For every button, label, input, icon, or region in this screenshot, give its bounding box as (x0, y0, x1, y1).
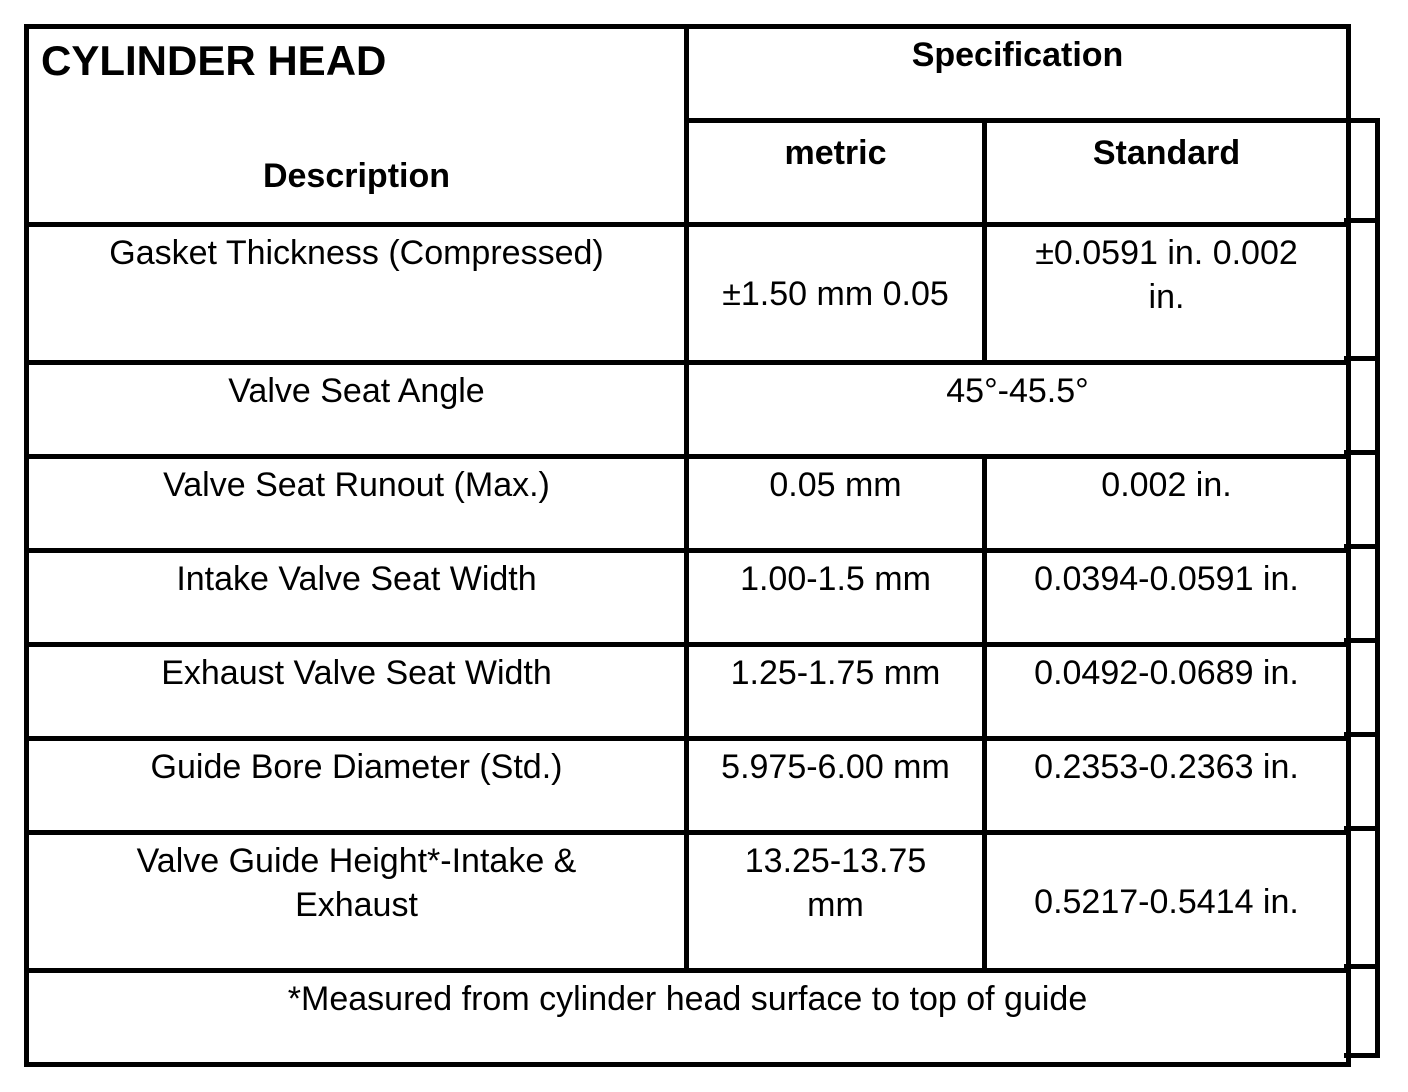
row-description: Intake Valve Seat Width (27, 551, 687, 645)
table-row (27, 363, 1349, 457)
strip-divider (1344, 964, 1380, 969)
strip-divider (1344, 544, 1380, 549)
table-row (27, 225, 1349, 363)
strip-divider (1344, 218, 1380, 223)
row-metric-value: 13.25-13.75 mm (687, 833, 985, 971)
strip-divider (1344, 356, 1380, 361)
table-row (27, 551, 1349, 645)
row-description: Valve Guide Height*-Intake & Exhaust (27, 833, 687, 971)
row-metric-value: 1.25-1.75 mm (687, 645, 985, 739)
strip-divider (1344, 638, 1380, 643)
strip-divider (1344, 826, 1380, 831)
table-row (27, 457, 1349, 551)
table-title: CYLINDER HEAD (27, 27, 687, 121)
description-header: Description (27, 121, 687, 225)
strip-divider (1344, 450, 1380, 455)
row-metric-value: 1.00-1.5 mm (687, 551, 985, 645)
row-metric-value: 5.975-6.00 mm (687, 739, 985, 833)
table-row (27, 645, 1349, 739)
metric-header: metric (687, 121, 985, 225)
row-standard-value: ±0.0591 in. 0.002 in. (985, 225, 1349, 363)
spec-table-frame (24, 24, 1349, 1060)
right-border-strip (1344, 118, 1380, 1058)
table-row (27, 971, 1349, 1065)
row-metric-value: 0.05 mm (687, 457, 985, 551)
row-description: Guide Bore Diameter (Std.) (27, 739, 687, 833)
cylinder-head-spec-table (24, 24, 1351, 1067)
table-row (27, 739, 1349, 833)
row-standard-value: 0.002 in. (985, 457, 1349, 551)
row-standard-value: 0.0394-0.0591 in. (985, 551, 1349, 645)
standard-header: Standard (985, 121, 1349, 225)
specification-header: Specification (687, 27, 1349, 121)
row-standard-value: 0.0492-0.0689 in. (985, 645, 1349, 739)
row-metric-value: ±1.50 mm 0.05 (687, 225, 985, 363)
row-description: Valve Seat Runout (Max.) (27, 457, 687, 551)
footnote: *Measured from cylinder head surface to top of guide (27, 971, 1349, 1065)
row-standard-value: 0.5217-0.5414 in. (985, 833, 1349, 971)
row-description: Gasket Thickness (Compressed) (27, 225, 687, 363)
strip-divider (1344, 732, 1380, 737)
row-description: Valve Seat Angle (27, 363, 687, 457)
row-combined-value: 45°-45.5° (687, 363, 1349, 457)
row-standard-value: 0.2353-0.2363 in. (985, 739, 1349, 833)
row-description: Exhaust Valve Seat Width (27, 645, 687, 739)
table-row (27, 833, 1349, 971)
